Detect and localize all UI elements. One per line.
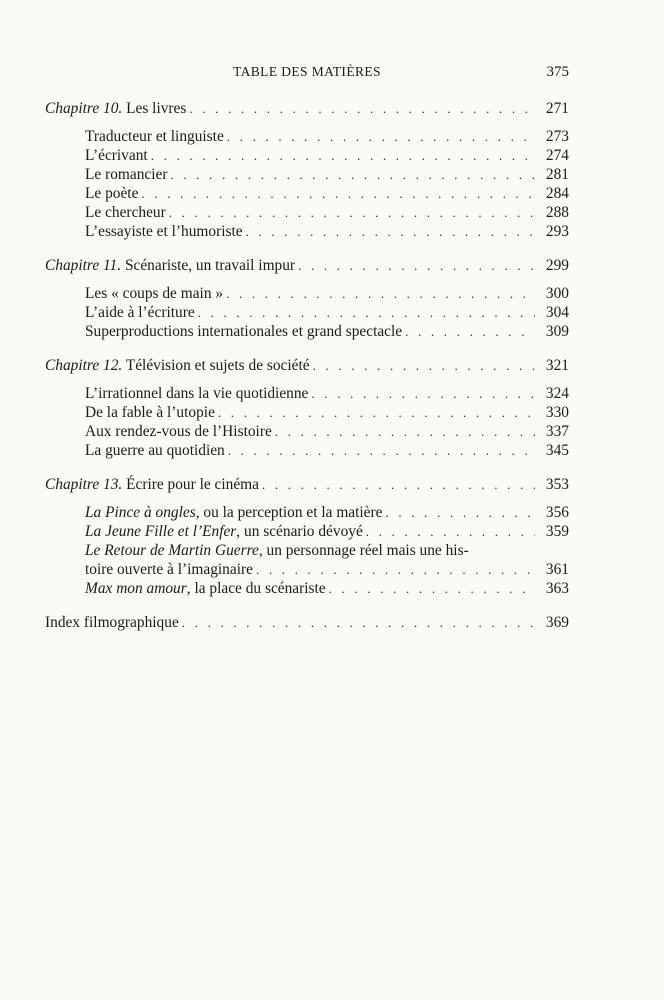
index-page: 369 [545,614,569,631]
toc-entry[interactable] [45,403,569,422]
entry-page: 293 [545,223,569,240]
chapter-page: 321 [545,357,569,374]
toc-entry[interactable] [45,146,569,165]
entry-page: 330 [545,404,569,421]
table-of-contents [45,99,569,632]
toc-entry-first-line[interactable] [45,541,569,560]
chapter-11 [45,256,569,341]
chapter-label: Chapitre 12. [45,357,123,374]
dot-leader [169,203,535,222]
entry-page: 273 [545,128,569,145]
film-title: La Pince à ongles [85,504,196,521]
toc-entry[interactable] [45,203,569,222]
chapter-label: Chapitre 11. [45,257,122,274]
toc-entry[interactable] [45,422,569,441]
entry-subtitle: , la place du scénariste [186,580,326,597]
running-title: TABLE DES MATIÈRES [233,64,381,79]
chapter-page: 299 [545,257,569,274]
entry-continuation: toire ouverte à l’imaginaire [85,561,253,578]
dot-leader [182,613,535,632]
dot-leader [151,146,535,165]
entry-page: 309 [545,323,569,340]
toc-entry[interactable] [45,165,569,184]
entry-page: 361 [545,561,569,578]
page-number: 375 [546,64,569,80]
chapter-title: Les livres [122,100,187,117]
toc-entry[interactable] [45,522,569,541]
dot-leader [329,579,535,598]
entry-title: Les « coups de main » [85,285,224,302]
toc-entry[interactable] [45,579,569,598]
dot-leader [405,322,535,341]
dot-leader [262,475,535,494]
entry-page: 345 [545,442,569,459]
chapter-title: Écrire pour le cinéma [122,476,259,493]
chapter-title: Télévision et sujets de société [122,357,310,374]
entry-title: L’aide à l’écriture [85,304,195,321]
entry-page: 300 [545,285,569,302]
entry-page: 304 [545,304,569,321]
entry-page: 284 [545,185,569,202]
dot-leader [189,99,535,118]
chapter-heading[interactable] [45,256,569,275]
entry-page: 324 [545,385,569,402]
chapter-13 [45,475,569,598]
entry-page: 337 [545,423,569,440]
chapter-label: Chapitre 13. [45,476,123,493]
chapter-heading[interactable] [45,99,569,118]
dot-leader [385,503,535,522]
entry-subtitle: , un scénario dévoyé [236,523,363,540]
dot-leader [218,403,535,422]
entry-page: 288 [545,204,569,221]
entry-title: Le romancier [85,166,168,183]
film-title: Le Retour de Martin Guerre [85,542,259,559]
chapter-page: 353 [545,476,569,493]
entry-title: La guerre au quotidien [85,442,225,459]
toc-entry[interactable] [45,222,569,241]
dot-leader [198,303,535,322]
dot-leader [246,222,535,241]
chapter-page: 271 [545,100,569,117]
chapter-title: Scénariste, un travail impur [121,257,296,274]
toc-entry[interactable] [45,303,569,322]
chapter-heading[interactable] [45,356,569,375]
toc-entry[interactable] [45,441,569,460]
entry-subtitle: , ou la perception et la matière [195,504,383,521]
entry-page: 356 [545,504,569,521]
entry-title: Le poète [85,185,139,202]
toc-entry[interactable] [45,503,569,522]
dot-leader [311,384,535,403]
toc-entry[interactable] [45,384,569,403]
entry-title: L’irrationnel dans la vie quotidienne [85,385,309,402]
chapter-10 [45,99,569,241]
index-entry[interactable] [45,613,569,632]
entry-page: 281 [545,166,569,183]
toc-entry[interactable] [45,322,569,341]
running-head [45,64,569,84]
dot-leader [227,127,535,146]
entry-title: Traducteur et linguiste [85,128,224,145]
toc-entry[interactable] [45,184,569,203]
entry-page: 274 [545,147,569,164]
entry-title: De la fable à l’utopie [85,404,215,421]
entry-title: Superproductions internationales et grand spectacle [85,323,403,340]
dot-leader [170,165,535,184]
dot-leader [226,284,535,303]
chapter-12 [45,356,569,460]
index-title: Index filmographique [45,614,179,631]
dot-leader [275,422,535,441]
toc-entry[interactable] [45,127,569,146]
film-title: Max mon amour [85,580,187,597]
dot-leader [228,441,535,460]
entry-title: Aux rendez-vous de l’Histoire [85,423,272,440]
dot-leader [256,560,535,579]
chapter-heading[interactable] [45,475,569,494]
dot-leader [313,356,535,375]
entry-page: 363 [545,580,569,597]
chapter-label: Chapitre 10. [45,100,123,117]
dot-leader [366,522,535,541]
film-title: La Jeune Fille et l’Enfer [85,523,237,540]
entry-page: 359 [545,523,569,540]
entry-title: L’écrivant [85,147,148,164]
dot-leader [298,256,535,275]
entry-subtitle: , un personnage réel mais une his- [258,542,469,559]
dot-leader [141,184,535,203]
entry-title: L’essayiste et l’humoriste [85,223,243,240]
toc-entry-continuation[interactable] [45,560,569,579]
toc-entry[interactable] [45,284,569,303]
entry-title: Le chercheur [85,204,166,221]
